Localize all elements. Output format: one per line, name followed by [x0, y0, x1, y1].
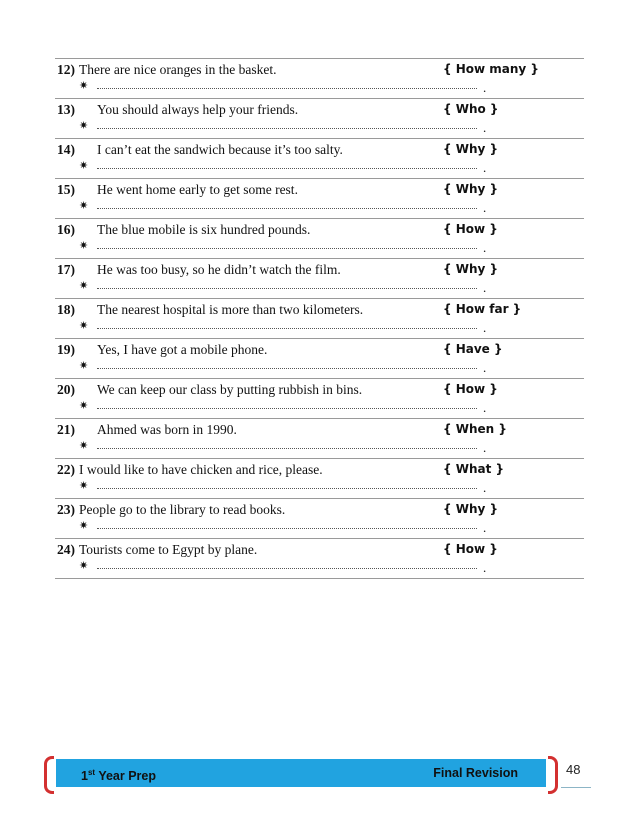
answer-line[interactable]: [97, 168, 477, 169]
item-number: 14): [57, 142, 75, 157]
question-line: [57, 222, 310, 238]
answer-line[interactable]: [97, 128, 477, 129]
exercise-item: [55, 339, 584, 379]
answer-line[interactable]: [97, 208, 477, 209]
exercise-item: [55, 59, 584, 99]
star-bullet-icon: ✷: [79, 360, 89, 372]
item-number: 18): [57, 302, 75, 317]
question-line: [57, 262, 341, 278]
question-line: [57, 422, 237, 438]
star-bullet-icon: ✷: [79, 480, 89, 492]
exercise-item: [55, 139, 584, 179]
item-sentence: We can keep our class by putting rubbish in bins.: [97, 382, 363, 397]
item-sentence: I can’t eat the sandwich because it’s too salty.: [97, 142, 343, 157]
line-end-period: .: [483, 80, 487, 95]
question-line: [57, 342, 267, 358]
item-sentence: There are nice oranges in the basket.: [79, 62, 277, 77]
answer-line[interactable]: [97, 88, 477, 89]
item-number: 24): [57, 542, 75, 557]
star-bullet-icon: ✷: [79, 160, 89, 172]
line-end-period: .: [483, 480, 487, 495]
exercise-item: [55, 99, 584, 139]
question-keyword: { What }: [443, 462, 505, 476]
item-sentence: The nearest hospital is more than two kilometers.: [97, 302, 364, 317]
star-bullet-icon: ✷: [79, 560, 89, 572]
exercise-item: [55, 499, 584, 539]
item-number: 23): [57, 502, 75, 517]
item-sentence: Yes, I have got a mobile phone.: [97, 342, 268, 357]
footer-band: [56, 759, 546, 787]
line-end-period: .: [483, 240, 487, 255]
answer-line[interactable]: [97, 488, 477, 489]
answer-line[interactable]: [97, 288, 477, 289]
star-bullet-icon: ✷: [79, 320, 89, 332]
item-number: 13): [57, 102, 75, 117]
star-bullet-icon: ✷: [79, 520, 89, 532]
question-keyword: { How }: [443, 542, 498, 556]
question-keyword: { Have }: [443, 342, 503, 356]
exercise-item: [55, 299, 584, 339]
item-number: 20): [57, 382, 75, 397]
question-line: [57, 502, 285, 518]
question-keyword: { How }: [443, 222, 498, 236]
item-number: 16): [57, 222, 75, 237]
exercise-item: [55, 259, 584, 299]
item-number: 19): [57, 342, 75, 357]
line-end-period: .: [483, 360, 487, 375]
left-bracket: [44, 756, 54, 794]
question-line: [57, 102, 298, 118]
line-end-period: .: [483, 280, 487, 295]
item-sentence: He went home early to get some rest.: [97, 182, 298, 197]
line-end-period: .: [483, 320, 487, 335]
star-bullet-icon: ✷: [79, 240, 89, 252]
question-keyword: { Why }: [443, 182, 499, 196]
question-keyword: { How many }: [443, 62, 539, 76]
exercise-item: [55, 459, 584, 499]
item-number: 12): [57, 62, 75, 77]
question-line: [57, 542, 257, 558]
page-number: 48: [566, 762, 581, 777]
answer-line[interactable]: [97, 408, 477, 409]
line-end-period: .: [483, 440, 487, 455]
item-sentence: You should always help your friends.: [97, 102, 299, 117]
item-sentence: The blue mobile is six hundred pounds.: [97, 222, 311, 237]
star-bullet-icon: ✷: [79, 440, 89, 452]
line-end-period: .: [483, 520, 487, 535]
item-number: 17): [57, 262, 75, 277]
line-end-period: .: [483, 120, 487, 135]
exercise-sheet: [55, 58, 584, 579]
question-keyword: { When }: [443, 422, 507, 436]
answer-line[interactable]: [97, 568, 477, 569]
line-end-period: .: [483, 160, 487, 175]
item-sentence: He was too busy, so he didn’t watch the film.: [97, 262, 341, 277]
answer-line[interactable]: [97, 528, 477, 529]
question-line: [57, 182, 298, 198]
exercise-item: [55, 219, 584, 259]
question-line: [57, 382, 362, 398]
star-bullet-icon: ✷: [79, 400, 89, 412]
item-number: 21): [57, 422, 75, 437]
item-sentence: Tourists come to Egypt by plane.: [79, 542, 258, 557]
line-end-period: .: [483, 400, 487, 415]
line-end-period: .: [483, 200, 487, 215]
star-bullet-icon: ✷: [79, 120, 89, 132]
line-end-period: .: [483, 560, 487, 575]
question-keyword: { Why }: [443, 142, 499, 156]
star-bullet-icon: ✷: [79, 280, 89, 292]
answer-line[interactable]: [97, 448, 477, 449]
grade-label: 1st Year Prep: [81, 768, 157, 784]
exercise-item: [55, 539, 584, 579]
final-revision-label: Final Revision: [433, 766, 518, 780]
star-bullet-icon: ✷: [79, 200, 89, 212]
item-sentence: I would like to have chicken and rice, please.: [79, 462, 323, 477]
exercise-item: [55, 419, 584, 459]
answer-line[interactable]: [97, 248, 477, 249]
page-number-rule: [561, 787, 591, 788]
question-line: [57, 462, 323, 478]
question-keyword: { How }: [443, 382, 498, 396]
answer-line[interactable]: [97, 368, 477, 369]
page-footer: [44, 756, 558, 790]
question-line: [57, 62, 277, 78]
item-sentence: People go to the library to read books.: [79, 502, 286, 517]
exercise-item: [55, 379, 584, 419]
item-number: 22): [57, 462, 75, 477]
question-keyword: { Who }: [443, 102, 499, 116]
question-line: [57, 302, 363, 318]
question-keyword: { Why }: [443, 502, 499, 516]
star-bullet-icon: ✷: [79, 80, 89, 92]
question-keyword: { How far }: [443, 302, 522, 316]
question-line: [57, 142, 343, 158]
exercise-item: [55, 179, 584, 219]
question-keyword: { Why }: [443, 262, 499, 276]
item-number: 15): [57, 182, 75, 197]
answer-line[interactable]: [97, 328, 477, 329]
right-bracket: [548, 756, 558, 794]
item-sentence: Ahmed was born in 1990.: [97, 422, 237, 437]
